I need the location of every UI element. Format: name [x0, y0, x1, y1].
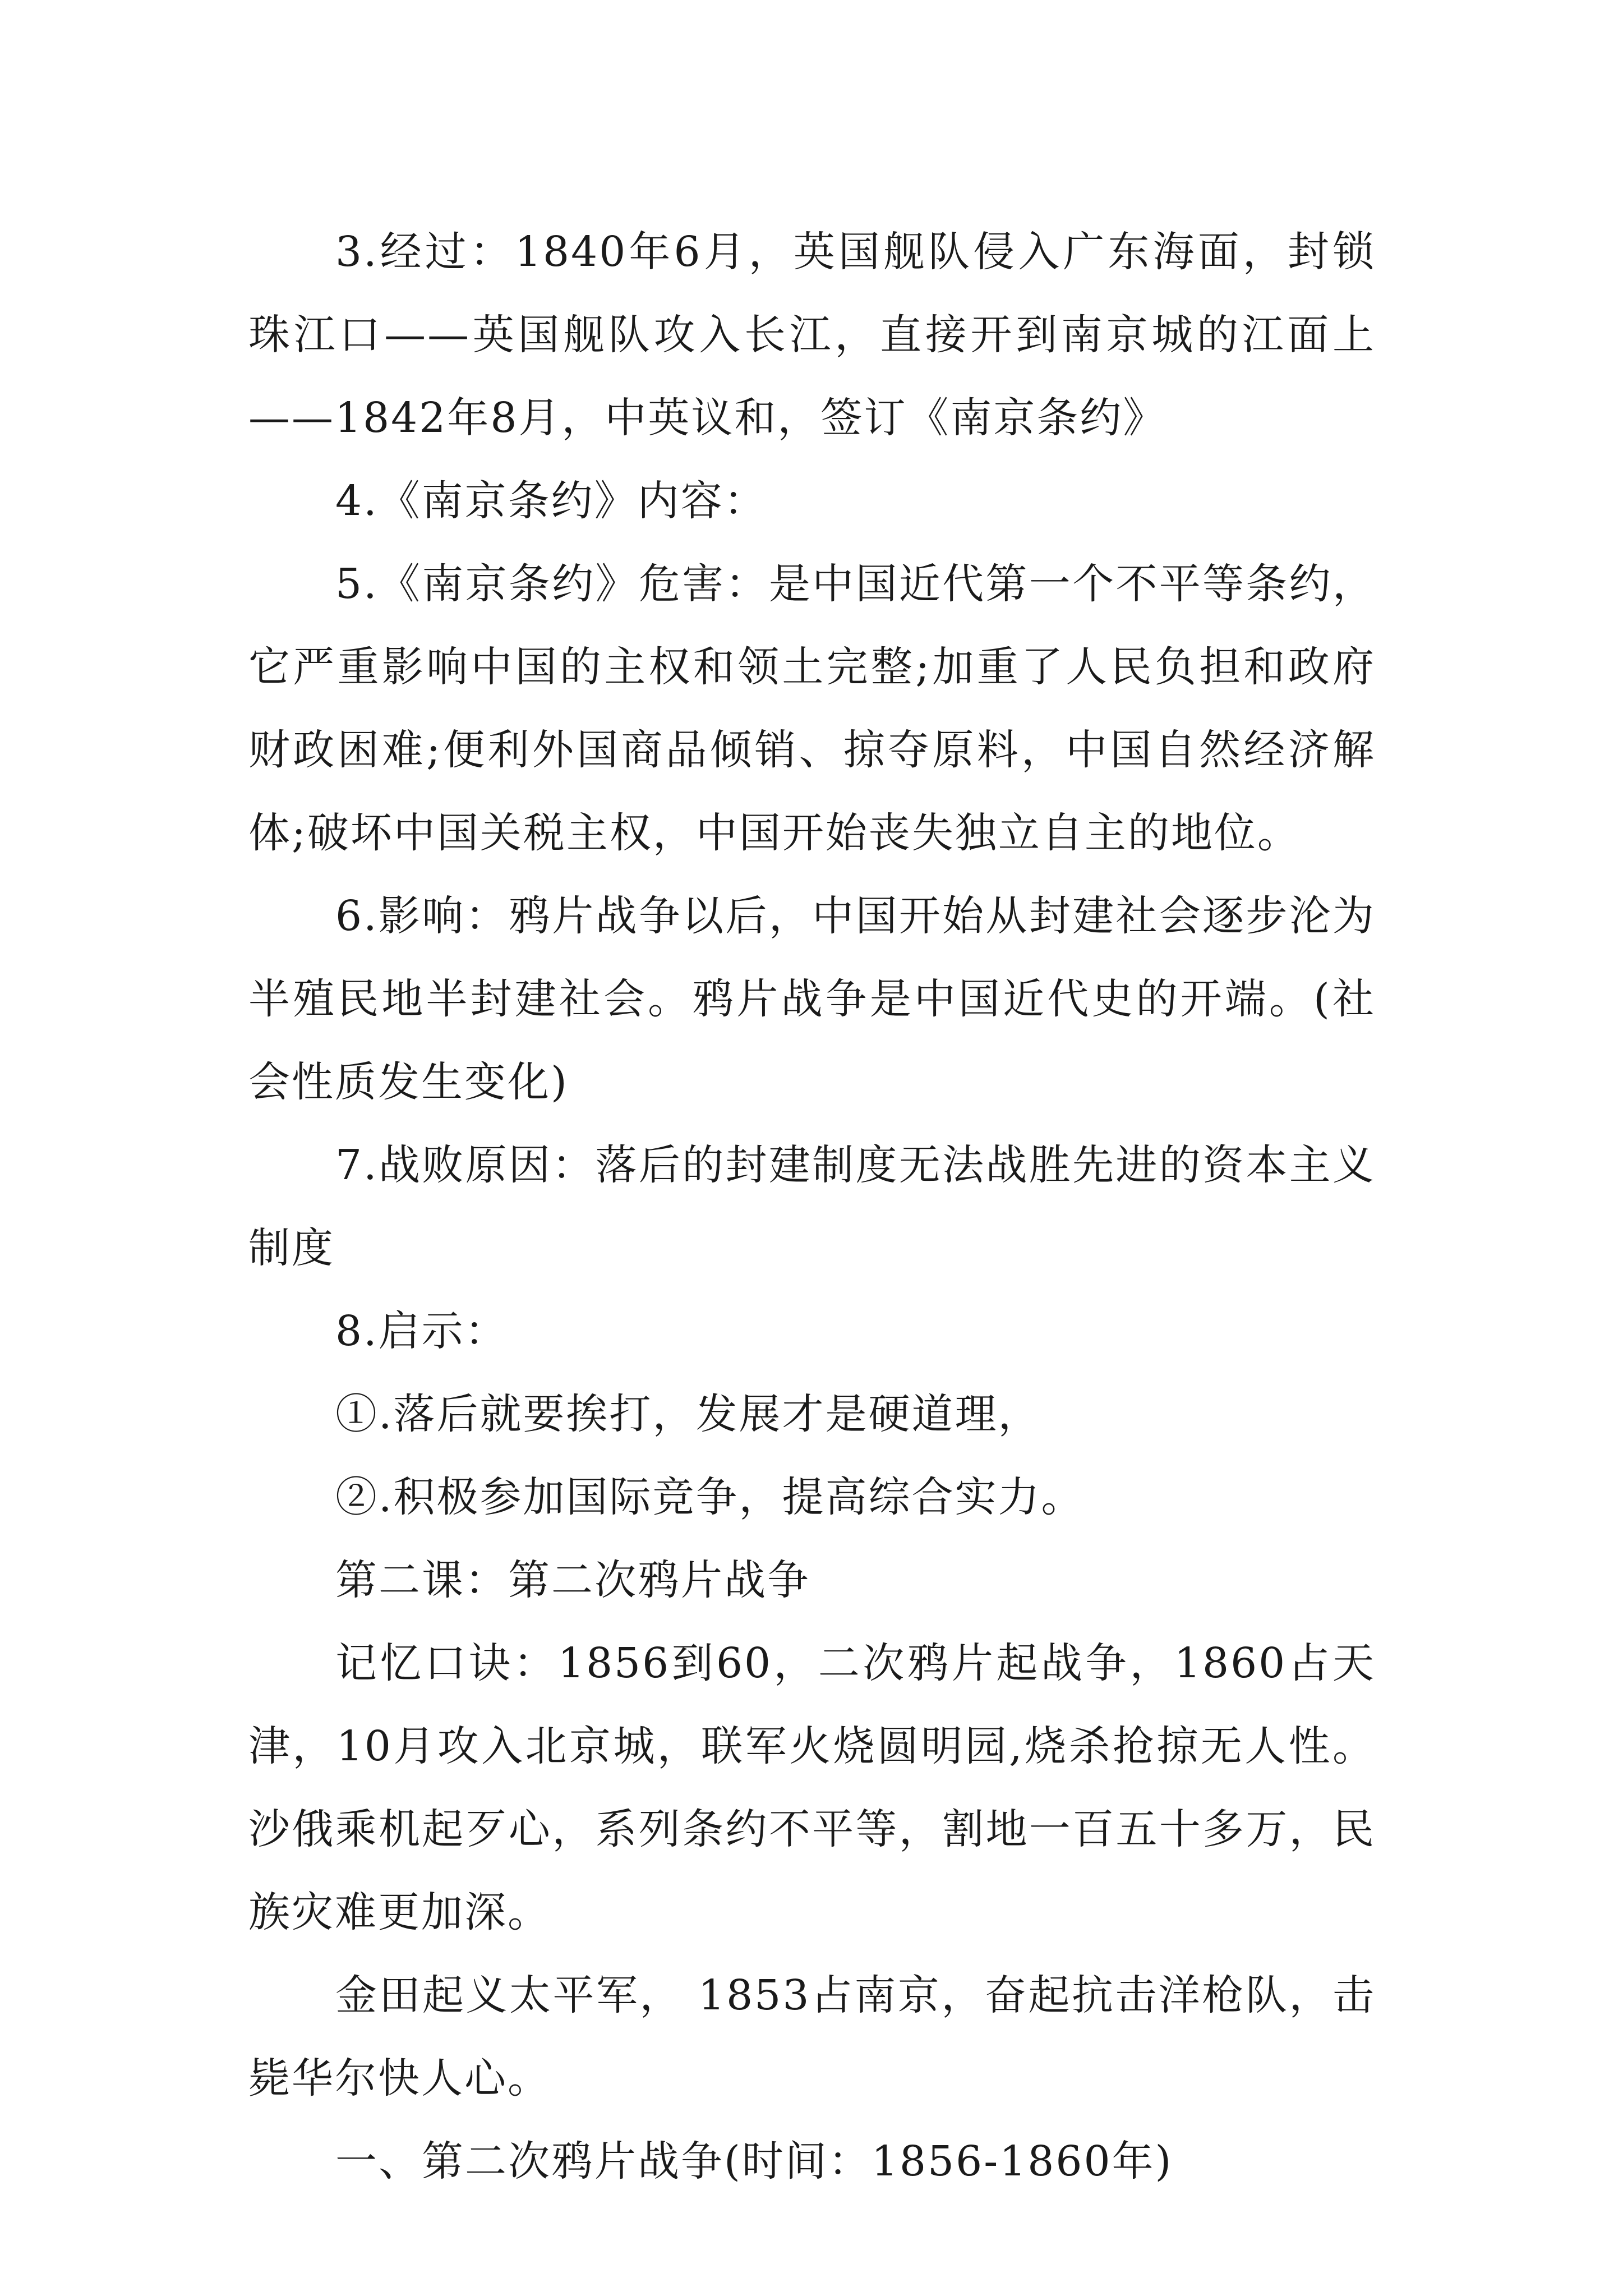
paragraph-enlightenment: 8.启示：: [335, 1307, 508, 1355]
paragraph-process: 3.经过：1840年6月，英国舰队侵入广东海面，封锁珠江口——英国舰队攻入长江，直接开到南京城的江面上——1842年8月，中英议和，签订《南京条约》: [248, 228, 1376, 442]
paragraph-taiping: 金田起义太平军， 1853占南京，奋起抗击洋枪队，击毙华尔快人心。: [248, 1971, 1376, 2102]
paragraph-treaty-harm: 5.《南京条约》危害：是中国近代第一个不平等条约，它严重影响中国的主权和领土完整;加重了人民负担和政府财政困难;便利外国商品倾销、掠夺原料，中国自然经济解体;破坏中国关税主权，中国开始丧失独立自主的地位。: [248, 560, 1376, 857]
paragraph-enlightenment-1: ①.落后就要挨打，发展才是硬道理，: [335, 1390, 1041, 1438]
paragraph-enlightenment-2: ②.积极参加国际竞争，提高综合实力。: [335, 1473, 1085, 1521]
paragraph-treaty-content: 4.《南京条约》内容：: [335, 477, 767, 525]
lesson-heading: 第二课：第二次鸦片战争: [335, 1556, 810, 1604]
paragraph-mnemonic: 记忆口诀：1856到60，二次鸦片起战争，1860占天津，10月攻入北京城，联军火烧圆明园,烧杀抢掠无人性。沙俄乘机起歹心，系列条约不平等，割地一百五十多万，民族灾难更加深。: [248, 1639, 1376, 1936]
paragraph-influence: 6.影响：鸦片战争以后，中国开始从封建社会逐步沦为半殖民地半封建社会。鸦片战争是中国近代史的开端。(社会性质发生变化): [248, 892, 1376, 1106]
document-body: [248, 210, 1376, 2203]
paragraph-defeat-reason: 7.战败原因：落后的封建制度无法战胜先进的资本主义制度: [248, 1141, 1376, 1272]
section-heading: 一、第二次鸦片战争(时间：1856-1860年): [335, 2137, 1173, 2185]
